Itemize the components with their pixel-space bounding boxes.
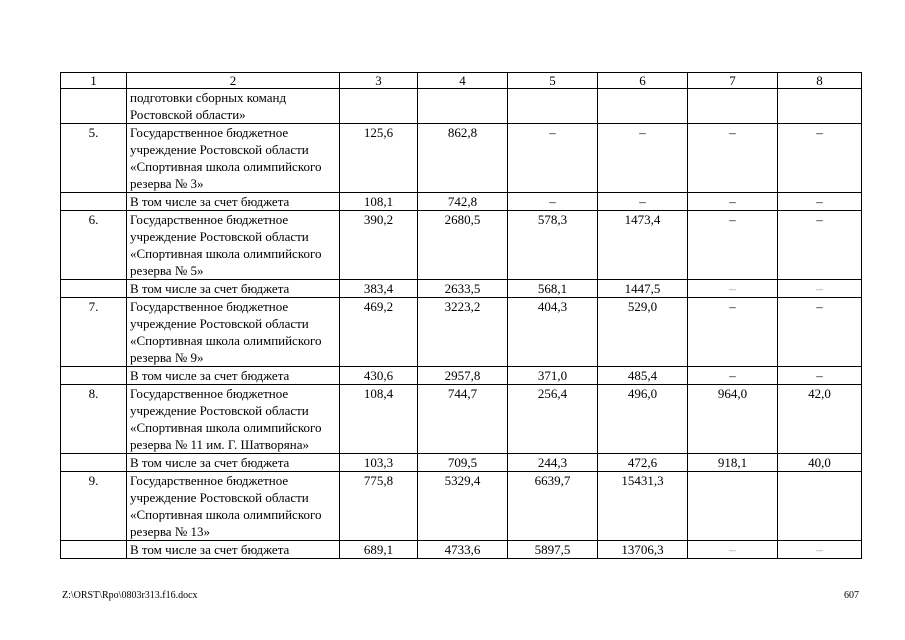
value-cell: –: [778, 541, 862, 559]
table-row: [61, 367, 862, 385]
table-row: [61, 541, 862, 559]
row-name: Государственное бюджетное учреждение Ростовской области «Спортивная школа олимпийского резерва № 5»: [127, 211, 340, 280]
row-name: Государственное бюджетное учреждение Ростовской области «Спортивная школа олимпийского резерва № 11 им. Г. Шатворяна»: [127, 385, 340, 454]
value-cell: –: [778, 280, 862, 298]
value-cell: 103,3: [340, 454, 418, 472]
file-path: Z:\ORST\Rpo\0803r313.f16.docx: [62, 590, 198, 601]
value-cell: –: [508, 124, 598, 193]
value-cell: [778, 89, 862, 124]
value-cell: 244,3: [508, 454, 598, 472]
value-cell: 108,4: [340, 385, 418, 454]
column-header: 1: [61, 73, 127, 89]
value-cell: –: [688, 280, 778, 298]
column-header: 6: [598, 73, 688, 89]
value-cell: 5897,5: [508, 541, 598, 559]
row-name: подготовки сборных команд Ростовской области»: [127, 89, 340, 124]
value-cell: 469,2: [340, 298, 418, 367]
value-cell: 404,3: [508, 298, 598, 367]
value-cell: [598, 89, 688, 124]
value-cell: 485,4: [598, 367, 688, 385]
row-number: [61, 367, 127, 385]
value-cell: [688, 472, 778, 541]
value-cell: –: [778, 193, 862, 211]
value-cell: 578,3: [508, 211, 598, 280]
row-name: В том числе за счет бюджета: [127, 193, 340, 211]
table-row: [61, 472, 862, 541]
row-number: 8.: [61, 385, 127, 454]
value-cell: 862,8: [418, 124, 508, 193]
header-row: [61, 73, 862, 89]
column-header: 5: [508, 73, 598, 89]
value-cell: 1447,5: [598, 280, 688, 298]
value-cell: 689,1: [340, 541, 418, 559]
value-cell: 256,4: [508, 385, 598, 454]
column-header: 2: [127, 73, 340, 89]
value-cell: –: [688, 367, 778, 385]
value-cell: –: [598, 193, 688, 211]
value-cell: –: [778, 367, 862, 385]
value-cell: –: [778, 298, 862, 367]
table-row: [61, 454, 862, 472]
value-cell: [508, 89, 598, 124]
row-number: 6.: [61, 211, 127, 280]
row-number: 5.: [61, 124, 127, 193]
row-name: В том числе за счет бюджета: [127, 541, 340, 559]
value-cell: 371,0: [508, 367, 598, 385]
value-cell: –: [778, 124, 862, 193]
value-cell: [418, 89, 508, 124]
row-number: [61, 193, 127, 211]
row-name: Государственное бюджетное учреждение Ростовской области «Спортивная школа олимпийского резерва № 9»: [127, 298, 340, 367]
value-cell: 472,6: [598, 454, 688, 472]
column-header: 8: [778, 73, 862, 89]
row-number: 7.: [61, 298, 127, 367]
value-cell: 775,8: [340, 472, 418, 541]
row-number: 9.: [61, 472, 127, 541]
row-number: [61, 541, 127, 559]
table-row: [61, 211, 862, 280]
row-number: [61, 89, 127, 124]
value-cell: –: [508, 193, 598, 211]
value-cell: –: [688, 298, 778, 367]
value-cell: 744,7: [418, 385, 508, 454]
value-cell: 529,0: [598, 298, 688, 367]
value-cell: 390,2: [340, 211, 418, 280]
column-header: 7: [688, 73, 778, 89]
value-cell: 6639,7: [508, 472, 598, 541]
value-cell: [778, 472, 862, 541]
value-cell: –: [688, 541, 778, 559]
value-cell: [340, 89, 418, 124]
value-cell: 125,6: [340, 124, 418, 193]
row-name: Государственное бюджетное учреждение Ростовской области «Спортивная школа олимпийского резерва № 3»: [127, 124, 340, 193]
row-name: В том числе за счет бюджета: [127, 454, 340, 472]
row-number: [61, 454, 127, 472]
value-cell: [688, 89, 778, 124]
value-cell: 496,0: [598, 385, 688, 454]
value-cell: 40,0: [778, 454, 862, 472]
table-row: [61, 193, 862, 211]
value-cell: 108,1: [340, 193, 418, 211]
value-cell: 2680,5: [418, 211, 508, 280]
value-cell: 568,1: [508, 280, 598, 298]
table-row: [61, 89, 862, 124]
column-header: 3: [340, 73, 418, 89]
table-row: [61, 385, 862, 454]
budget-table: [60, 72, 862, 559]
value-cell: 42,0: [778, 385, 862, 454]
value-cell: 5329,4: [418, 472, 508, 541]
value-cell: 2633,5: [418, 280, 508, 298]
row-number: [61, 280, 127, 298]
row-name: В том числе за счет бюджета: [127, 280, 340, 298]
table-row: [61, 298, 862, 367]
value-cell: –: [778, 211, 862, 280]
value-cell: 709,5: [418, 454, 508, 472]
value-cell: 15431,3: [598, 472, 688, 541]
value-cell: 964,0: [688, 385, 778, 454]
value-cell: 383,4: [340, 280, 418, 298]
row-name: В том числе за счет бюджета: [127, 367, 340, 385]
value-cell: –: [688, 124, 778, 193]
value-cell: 4733,6: [418, 541, 508, 559]
value-cell: 1473,4: [598, 211, 688, 280]
value-cell: 430,6: [340, 367, 418, 385]
value-cell: 2957,8: [418, 367, 508, 385]
table-row: [61, 124, 862, 193]
page-number: 607: [844, 590, 859, 601]
value-cell: –: [688, 211, 778, 280]
value-cell: 3223,2: [418, 298, 508, 367]
table-row: [61, 280, 862, 298]
column-header: 4: [418, 73, 508, 89]
row-name: Государственное бюджетное учреждение Ростовской области «Спортивная школа олимпийского резерва № 13»: [127, 472, 340, 541]
value-cell: –: [688, 193, 778, 211]
value-cell: 742,8: [418, 193, 508, 211]
value-cell: –: [598, 124, 688, 193]
value-cell: 918,1: [688, 454, 778, 472]
value-cell: 13706,3: [598, 541, 688, 559]
